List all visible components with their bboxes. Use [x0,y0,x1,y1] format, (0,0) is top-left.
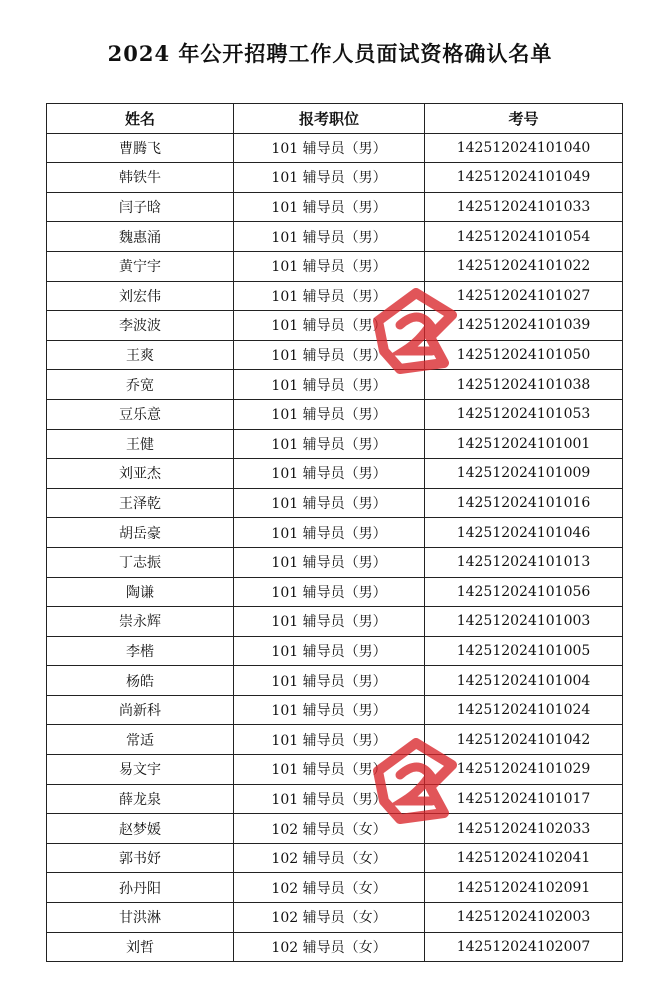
cell-name: 闫子晗 [47,192,234,222]
header-exam-number: 考号 [425,104,623,134]
cell-position: 101 辅导员（男） [234,163,425,193]
cell-exam-number: 142512024101013 [425,547,623,577]
cell-position: 102 辅导员（女） [234,873,425,903]
cell-exam-number: 142512024101033 [425,192,623,222]
table-row [47,666,623,696]
table-row [47,311,623,341]
cell-exam-number: 142512024101024 [425,695,623,725]
table-row [47,281,623,311]
cell-exam-number: 142512024101050 [425,340,623,370]
table-row [47,163,623,193]
cell-exam-number: 142512024101054 [425,222,623,252]
cell-position: 102 辅导员（女） [234,932,425,962]
cell-exam-number: 142512024101027 [425,281,623,311]
table-row [47,932,623,962]
cell-exam-number: 142512024101056 [425,577,623,607]
cell-name: 刘哲 [47,932,234,962]
table-row [47,903,623,933]
cell-position: 101 辅导员（男） [234,695,425,725]
cell-exam-number: 142512024101046 [425,518,623,548]
cell-name: 易文宇 [47,755,234,785]
table-row [47,518,623,548]
table-row [47,636,623,666]
cell-position: 101 辅导员（男） [234,251,425,281]
table-row [47,340,623,370]
table-row [47,251,623,281]
table-row [47,488,623,518]
cell-exam-number: 142512024102091 [425,873,623,903]
page-title: 2024 年公开招聘工作人员面试资格确认名单 [107,41,553,66]
table-row [47,429,623,459]
cell-position: 102 辅导员（女） [234,843,425,873]
cell-name: 乔宽 [47,370,234,400]
cell-name: 丁志振 [47,547,234,577]
cell-exam-number: 142512024101016 [425,488,623,518]
table-row [47,370,623,400]
cell-position: 101 辅导员（男） [234,607,425,637]
cell-position: 101 辅导员（男） [234,666,425,696]
table-row [47,725,623,755]
cell-name: 薛龙泉 [47,784,234,814]
table-row [47,607,623,637]
cell-name: 王爽 [47,340,234,370]
cell-exam-number: 142512024102033 [425,814,623,844]
cell-position: 101 辅导员（男） [234,340,425,370]
cell-name: 李楷 [47,636,234,666]
cell-exam-number: 142512024101053 [425,399,623,429]
header-position: 报考职位 [234,104,425,134]
cell-exam-number: 142512024101017 [425,784,623,814]
cell-name: 刘亚杰 [47,459,234,489]
table-row [47,873,623,903]
cell-position: 102 辅导员（女） [234,814,425,844]
cell-name: 尚新科 [47,695,234,725]
table-row [47,459,623,489]
cell-position: 102 辅导员（女） [234,903,425,933]
cell-name: 王健 [47,429,234,459]
cell-position: 101 辅导员（男） [234,577,425,607]
cell-exam-number: 142512024101003 [425,607,623,637]
cell-position: 101 辅导员（男） [234,547,425,577]
cell-name: 王泽乾 [47,488,234,518]
cell-position: 101 辅导员（男） [234,488,425,518]
cell-exam-number: 142512024102041 [425,843,623,873]
cell-position: 101 辅导员（男） [234,281,425,311]
table-row [47,784,623,814]
table-header-row [47,104,623,134]
cell-position: 101 辅导员（男） [234,755,425,785]
table-row [47,133,623,163]
table-row [47,547,623,577]
cell-position: 101 辅导员（男） [234,370,425,400]
cell-exam-number: 142512024101040 [425,133,623,163]
cell-exam-number: 142512024101042 [425,725,623,755]
cell-name: 杨皓 [47,666,234,696]
cell-exam-number: 142512024101049 [425,163,623,193]
table-row [47,814,623,844]
cell-exam-number: 142512024101004 [425,666,623,696]
table-row [47,577,623,607]
table-row [47,755,623,785]
table-row [47,399,623,429]
cell-position: 101 辅导员（男） [234,725,425,755]
cell-position: 101 辅导员（男） [234,399,425,429]
cell-exam-number: 142512024101038 [425,370,623,400]
header-name: 姓名 [47,104,234,134]
table-row [47,843,623,873]
cell-position: 101 辅导员（男） [234,192,425,222]
cell-position: 101 辅导员（男） [234,459,425,489]
cell-exam-number: 142512024101001 [425,429,623,459]
cell-name: 郭书妤 [47,843,234,873]
cell-position: 101 辅导员（男） [234,636,425,666]
cell-name: 韩铁牛 [47,163,234,193]
table-row [47,192,623,222]
cell-exam-number: 142512024102003 [425,903,623,933]
cell-name: 李波波 [47,311,234,341]
cell-name: 甘洪淋 [47,903,234,933]
cell-exam-number: 142512024101005 [425,636,623,666]
cell-name: 胡岳豪 [47,518,234,548]
table-row [47,222,623,252]
table-body [47,133,623,962]
cell-name: 豆乐意 [47,399,234,429]
cell-name: 魏惠涌 [47,222,234,252]
cell-position: 101 辅导员（男） [234,222,425,252]
cell-position: 101 辅导员（男） [234,784,425,814]
table-row [47,695,623,725]
cell-position: 101 辅导员（男） [234,429,425,459]
cell-name: 刘宏伟 [47,281,234,311]
cell-name: 黄宁宇 [47,251,234,281]
cell-name: 常适 [47,725,234,755]
cell-name: 崇永辉 [47,607,234,637]
roster-table [46,103,623,962]
cell-exam-number: 142512024101009 [425,459,623,489]
cell-name: 赵梦媛 [47,814,234,844]
cell-exam-number: 142512024102007 [425,932,623,962]
cell-exam-number: 142512024101039 [425,311,623,341]
cell-position: 101 辅导员（男） [234,311,425,341]
cell-position: 101 辅导员（男） [234,518,425,548]
cell-name: 曹腾飞 [47,133,234,163]
cell-position: 101 辅导员（男） [234,133,425,163]
cell-name: 陶谦 [47,577,234,607]
cell-exam-number: 142512024101029 [425,755,623,785]
cell-exam-number: 142512024101022 [425,251,623,281]
cell-name: 孙丹阳 [47,873,234,903]
